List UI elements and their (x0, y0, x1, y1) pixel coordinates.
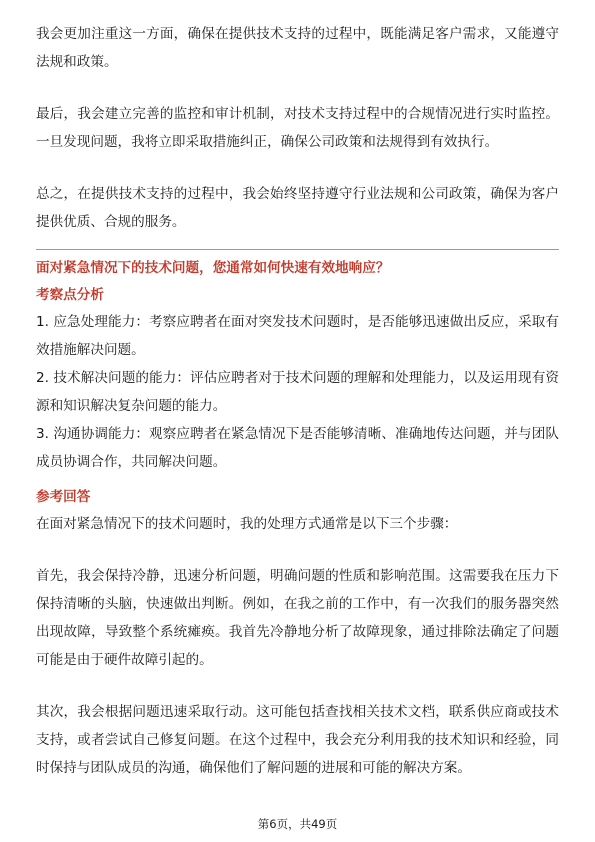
intro-paragraph-3: 总之，在提供技术支持的过程中，我会始终坚持遵守行业法规和公司政策，确保为客户提供优质、合规的服务。 (36, 186, 559, 230)
answer-paragraph-2: 首先，我会保持冷静，迅速分析问题，明确问题的性质和影响范围。这需要我在压力下保持清晰的头脑，快速做出判断。例如，在我之前的工作中，有一次我们的服务器突然出现故障，导致整个系统瘫痪。我首先冷静地分析了故障现象，通过排除法确定了问题可能是由于硬件故障引起的。 (36, 568, 559, 668)
intro-paragraph-2: 最后，我会建立完善的监控和审计机制，对技术支持过程中的合规情况进行实时监控。一旦发现问题，我将立即采取措施纠正，确保公司政策和法规得到有效执行。 (36, 106, 559, 150)
page-number: 第6页，共49页 (257, 817, 338, 831)
answer-paragraph-3: 其次，我会根据问题迅速采取行动。这可能包括查找相关技术文档，联系供应商或技术支持，或者尝试自己修复问题。在这个过程中，我会充分利用我的技术知识和经验，同时保持与团队成员的沟通，确保他们了解问题的进展和可能的解决方案。 (36, 704, 559, 776)
section-divider (36, 249, 559, 250)
question-heading: 面对紧急情况下的技术问题，您通常如何快速有效地响应？ (36, 260, 390, 276)
analysis-item-3: 3. 沟通协调能力：观察应聘者在紧急情况下是否能够清晰、准确地传达问题，并与团队成员协调合作，共同解决问题。 (36, 426, 559, 470)
document-page (36, 20, 559, 782)
intro-paragraph-1: 我会更加注重这一方面，确保在提供技术支持的过程中，既能满足客户需求，又能遵守法规和政策。 (36, 26, 559, 70)
analysis-item-1: 1. 应急处理能力：考察应聘者在面对突发技术问题时，是否能够迅速做出反应，采取有效措施解决问题。 (36, 314, 559, 358)
analysis-item-2: 2. 技术解决问题的能力：评估应聘者对于技术问题的理解和处理能力，以及运用现有资源和知识解决复杂问题的能力。 (36, 370, 559, 414)
answer-paragraph-1: 在面对紧急情况下的技术问题时，我的处理方式通常是以下三个步骤： (36, 516, 458, 532)
analysis-title: 考察点分析 (36, 287, 104, 303)
answer-block (36, 484, 559, 782)
answer-title: 参考回答 (36, 489, 91, 505)
